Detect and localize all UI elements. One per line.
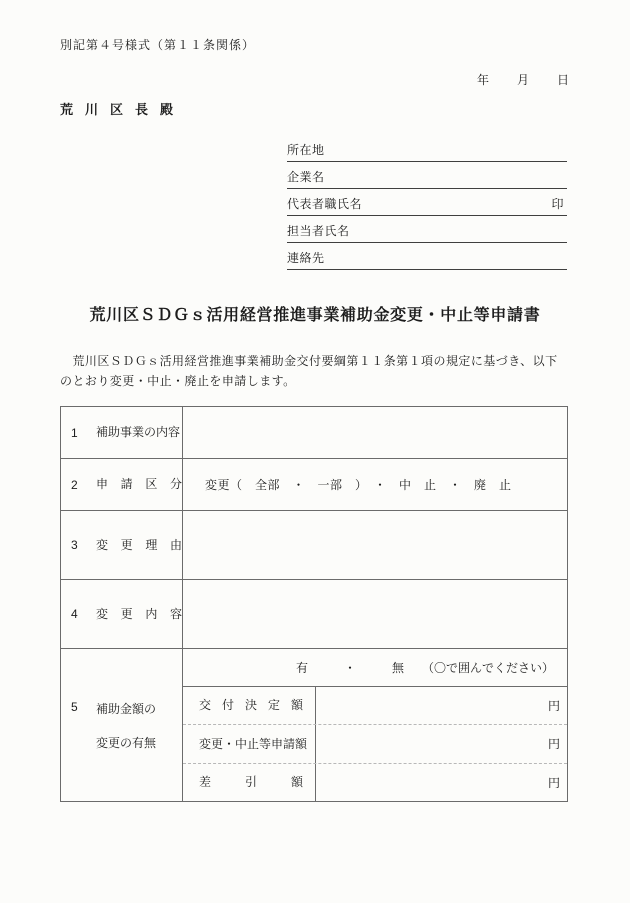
field-label-contact-person: 担当者氏名 <box>287 224 350 238</box>
field-row-address <box>287 135 567 162</box>
body-paragraph-line-2: のとおり変更・中止・廃止を申請します。 <box>60 374 296 388</box>
table-row-change-content <box>61 580 567 649</box>
field-row-contact-info <box>287 243 567 270</box>
table-row-subsidy-amount-change <box>61 649 567 801</box>
subrow-label-cell <box>183 687 316 724</box>
row-label-cell <box>61 649 183 801</box>
subrow-difference-amount <box>183 763 567 801</box>
yes-no-choice-line: 有 ・ 無 （〇で囲んでください） <box>183 649 567 687</box>
field-label-representative: 代表者職氏名 <box>287 197 363 211</box>
row-label: 変更理由 <box>96 537 182 552</box>
field-row-representative <box>287 189 567 216</box>
row-content-cell <box>183 580 567 648</box>
date-day-label: 日 <box>556 73 569 87</box>
date-month-label: 月 <box>516 73 529 87</box>
subrow-label: 差引額 <box>199 775 303 790</box>
applicant-fields <box>287 135 567 270</box>
application-table <box>60 406 568 802</box>
row-label-cell <box>61 459 183 510</box>
row-label-cell <box>61 511 183 579</box>
row-number: 5 <box>71 699 78 714</box>
row-label-cell <box>61 580 183 648</box>
subrow-change-cancel-application-amount <box>183 724 567 762</box>
body-paragraph <box>60 351 572 391</box>
subrow-label-cell <box>183 764 316 801</box>
subrow-label: 交付決定額 <box>199 698 303 713</box>
addressee: 荒川区長殿 <box>60 102 186 117</box>
row-label-line-1 <box>71 700 182 717</box>
row-content-cell <box>183 407 567 458</box>
row-label: 補助金額の <box>96 701 157 716</box>
date-line <box>477 71 569 88</box>
row-number: 1 <box>71 425 78 440</box>
row-label-cell <box>61 407 183 458</box>
unit-yen-label: 円 <box>547 737 560 752</box>
table-row-project-content <box>61 407 567 459</box>
document-title: 荒川区ＳＤＧｓ活用経営推進事業補助金変更・中止等申請書 <box>89 307 541 324</box>
date-year-label: 年 <box>476 73 489 87</box>
form-number: 別記第４号様式（第１１条関係） <box>60 38 256 52</box>
amount-subtable <box>183 649 567 801</box>
subrow-label-cell <box>183 725 316 762</box>
unit-yen-label: 円 <box>547 775 560 790</box>
table-row-change-reason <box>61 511 567 580</box>
field-label-contact-info: 連絡先 <box>287 251 325 265</box>
table-row-application-category <box>61 459 567 511</box>
row-content-cell <box>183 511 567 579</box>
subrow-label: 変更・中止等申請額 <box>199 736 308 751</box>
field-label-company-name: 企業名 <box>287 170 325 184</box>
unit-yen-label: 円 <box>547 699 560 714</box>
field-row-contact-person <box>287 216 567 243</box>
body-paragraph-line-1: 荒川区ＳＤＧｓ活用経営推進事業補助金交付要綱第１１条第１項の規定に基づき、以下 <box>60 354 558 368</box>
amount-value-cell <box>316 764 567 801</box>
amount-value-cell <box>316 725 567 762</box>
field-row-company-name <box>287 162 567 189</box>
amount-value-cell <box>316 687 567 724</box>
row-number: 2 <box>71 477 78 492</box>
row-label-line-2: 変更の有無 <box>96 735 157 750</box>
row-number: 4 <box>71 607 78 621</box>
stamp-mark: 印 <box>551 197 564 211</box>
row-label: 申請区分 <box>96 477 182 491</box>
row-label: 補助事業の内容 <box>96 425 181 439</box>
row-label: 変更内容 <box>96 606 182 621</box>
field-label-address: 所在地 <box>287 143 325 157</box>
category-options: 変更（ 全部 ・ 一部 ） ・ 中 止 ・ 廃 止 <box>205 478 512 492</box>
row-number: 3 <box>71 538 78 552</box>
subrow-grant-decision-amount <box>183 687 567 724</box>
